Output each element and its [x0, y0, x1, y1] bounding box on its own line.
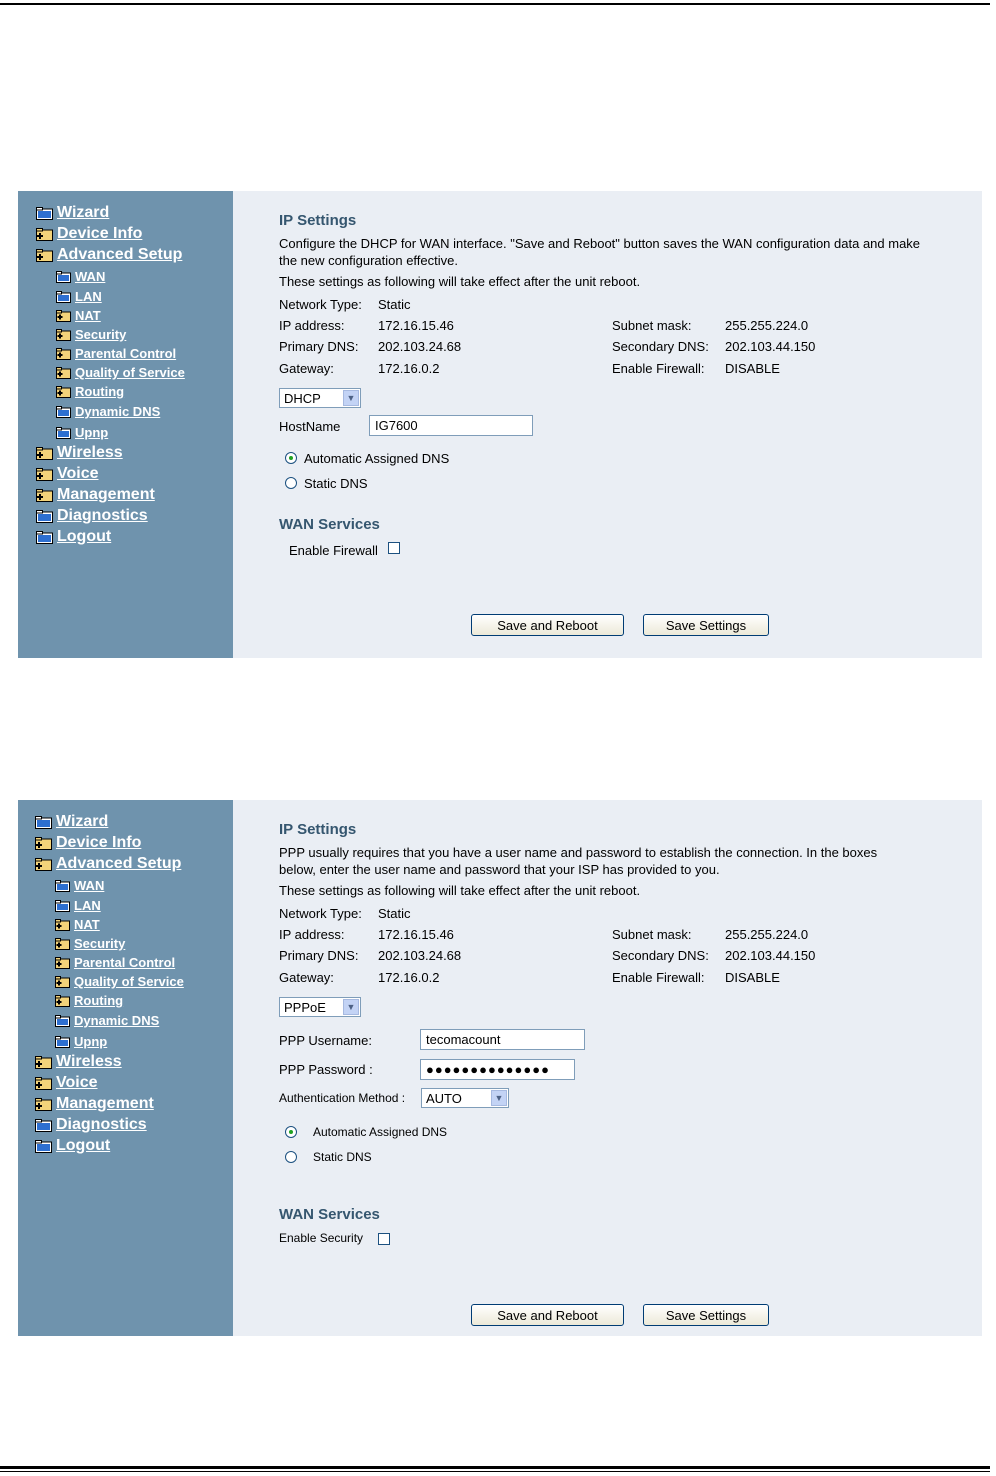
nav-label: Quality of Service: [74, 974, 184, 989]
nav-item-quality-of-service[interactable]: [55, 974, 184, 989]
gateway-label: Gateway:: [279, 361, 334, 376]
folder-icon: [36, 531, 53, 544]
chevron-down-icon[interactable]: ▼: [343, 390, 359, 406]
nav-item-logout[interactable]: [36, 528, 111, 546]
folder-open-icon: [36, 249, 53, 262]
primary-dns-label: Primary DNS:: [279, 339, 359, 354]
nav-label: Parental Control: [74, 955, 176, 970]
folder-open-icon: [56, 310, 71, 322]
nav-label: LAN: [75, 289, 102, 304]
firewall-status-value: DISABLE: [725, 361, 780, 376]
nav-label: Diagnostics: [57, 507, 148, 524]
ppp-password-label: PPP Password :: [279, 1062, 373, 1077]
subnet-mask-value: 255.255.224.0: [725, 318, 809, 333]
nav-item-quality-of-service[interactable]: [56, 365, 185, 380]
wan-mode-select[interactable]: [279, 388, 361, 408]
wan-mode-value: DHCP: [284, 390, 321, 406]
nav-item-parental-control[interactable]: [55, 955, 175, 970]
nav-item-device-info[interactable]: [35, 834, 141, 852]
network-type-label: Network Type:: [279, 297, 362, 312]
nav-item-wireless[interactable]: [36, 444, 123, 462]
nav-label: Security: [74, 936, 126, 951]
nav-label: Advanced Setup: [57, 246, 183, 263]
nav-item-advanced-setup[interactable]: [36, 246, 182, 264]
nav-item-lan[interactable]: [55, 898, 101, 913]
nav-item-security[interactable]: [55, 936, 125, 951]
nav-label: Advanced Setup: [56, 855, 182, 872]
folder-open-icon: [35, 1056, 52, 1069]
nav-item-routing[interactable]: [56, 384, 124, 399]
nav-item-management[interactable]: [36, 486, 155, 504]
hostname-value: IG7600: [375, 418, 418, 433]
ppp-username-label: PPP Username:: [279, 1033, 372, 1048]
nav-label: Logout: [57, 528, 112, 545]
nav-item-nat[interactable]: [56, 308, 101, 323]
nav-label: Quality of Service: [75, 365, 185, 380]
primary-dns-label: Primary DNS:: [279, 948, 359, 963]
nav-item-wan[interactable]: [55, 878, 104, 893]
section-title: IP Settings: [279, 212, 357, 229]
nav-item-security[interactable]: [56, 327, 126, 342]
nav-label: Upnp: [74, 1034, 108, 1049]
radio-automatic-dns[interactable]: [285, 1126, 297, 1138]
nav-item-diagnostics[interactable]: [36, 507, 148, 525]
folder-open-icon: [36, 489, 53, 502]
page-top-rule: [0, 3, 990, 5]
content-panel: [233, 800, 982, 1336]
page-bottom-rule-thin: [0, 1471, 990, 1472]
nav-label: WAN: [75, 269, 106, 284]
radio-automatic-dns[interactable]: [285, 452, 297, 464]
wan-services-title: WAN Services: [279, 516, 380, 533]
nav-item-lan[interactable]: [56, 289, 102, 304]
nav-label: Management: [56, 1095, 154, 1112]
network-type-value: Static: [378, 297, 411, 312]
enable-firewall-checkbox[interactable]: [388, 542, 400, 554]
folder-icon: [55, 1015, 70, 1027]
wan-mode-value: PPPoE: [284, 999, 326, 1015]
save-settings-button[interactable]: Save Settings: [643, 614, 769, 636]
enable-security-checkbox[interactable]: [378, 1233, 390, 1245]
nav-label: NAT: [75, 308, 101, 323]
folder-open-icon: [56, 386, 71, 398]
folder-icon: [36, 510, 53, 523]
nav-label: Logout: [56, 1137, 111, 1154]
ppp-username-value: tecomacount: [426, 1032, 501, 1047]
nav-item-diagnostics[interactable]: [35, 1116, 147, 1134]
nav-item-wizard[interactable]: [36, 204, 109, 222]
folder-open-icon: [55, 938, 70, 950]
nav-label: WAN: [74, 878, 105, 893]
hostname-label: HostName: [279, 419, 341, 434]
description: [279, 235, 979, 269]
folder-icon: [55, 1036, 70, 1048]
folder-open-icon: [36, 447, 53, 460]
subnet-mask-value: 255.255.224.0: [725, 927, 809, 942]
nav-label: Routing: [74, 993, 124, 1008]
ppp-password-value: ●●●●●●●●●●●●●●: [426, 1062, 550, 1077]
auth-method-label: Authentication Method :: [279, 1091, 406, 1105]
secondary-dns-label: Secondary DNS:: [612, 948, 709, 963]
nav-item-advanced-setup[interactable]: [35, 855, 181, 873]
nav-item-voice[interactable]: [35, 1074, 98, 1092]
folder-icon: [55, 880, 70, 892]
radio-static-dns[interactable]: [285, 477, 297, 489]
notice-text: These settings as following will take effect after the unit reboot.: [279, 883, 641, 898]
firewall-status-label: Enable Firewall:: [612, 970, 705, 985]
folder-icon: [55, 900, 70, 912]
nav-label: Upnp: [75, 425, 109, 440]
enable-security-label: Enable Security: [279, 1231, 364, 1245]
nav-label: Wizard: [56, 813, 109, 830]
nav-label: Wizard: [57, 204, 110, 221]
nav-label: Routing: [75, 384, 125, 399]
nav-item-management[interactable]: [35, 1095, 154, 1113]
radio-static-dns-label: Static DNS: [313, 1150, 372, 1164]
sidebar: [18, 800, 233, 1336]
description-line: PPP usually requires that you have a user name and password to establish the connection. In the boxes: [279, 845, 878, 860]
nav-item-voice[interactable]: [36, 465, 99, 483]
ppp-username-input[interactable]: [420, 1029, 585, 1050]
ip-address-label: IP address:: [279, 318, 345, 333]
subnet-mask-label: Subnet mask:: [612, 927, 692, 942]
radio-static-dns-label: Static DNS: [304, 476, 368, 491]
nav-label: NAT: [74, 917, 100, 932]
folder-icon: [36, 207, 53, 220]
folder-open-icon: [35, 837, 52, 850]
gateway-value: 172.16.0.2: [378, 970, 440, 985]
subnet-mask-label: Subnet mask:: [612, 318, 692, 333]
folder-icon: [56, 427, 71, 439]
section-title: IP Settings: [279, 821, 357, 838]
secondary-dns-label: Secondary DNS:: [612, 339, 709, 354]
firewall-status-label: Enable Firewall:: [612, 361, 705, 376]
chevron-down-icon[interactable]: ▼: [343, 999, 359, 1015]
ip-address-value: 172.16.15.46: [378, 927, 454, 942]
nav-item-wizard[interactable]: [35, 813, 108, 831]
chevron-down-icon[interactable]: ▼: [491, 1090, 507, 1106]
wan-services-title: WAN Services: [279, 1206, 380, 1223]
content-panel: [233, 191, 982, 658]
sidebar: [18, 191, 233, 658]
hostname-input[interactable]: [369, 415, 533, 436]
nav-item-parental-control[interactable]: [56, 346, 176, 361]
gateway-label: Gateway:: [279, 970, 334, 985]
notice-text: These settings as following will take effect after the unit reboot.: [279, 274, 641, 289]
folder-open-icon: [56, 367, 71, 379]
folder-icon: [56, 271, 71, 283]
gateway-value: 172.16.0.2: [378, 361, 440, 376]
nav-item-routing[interactable]: [55, 993, 123, 1008]
folder-open-icon: [55, 976, 70, 988]
nav-label: Device Info: [57, 225, 143, 242]
network-type-label: Network Type:: [279, 906, 362, 921]
save-and-reboot-button[interactable]: Save and Reboot: [471, 614, 624, 636]
description-line: Configure the DHCP for WAN interface. "Save and Reboot" button saves the WAN configuration data and make: [279, 236, 921, 251]
nav-label: Voice: [57, 465, 99, 482]
enable-firewall-label: Enable Firewall: [289, 543, 378, 558]
primary-dns-value: 202.103.24.68: [378, 948, 462, 963]
folder-open-icon: [36, 468, 53, 481]
nav-item-wireless[interactable]: [35, 1053, 122, 1071]
folder-open-icon: [35, 1077, 52, 1090]
save-settings-button[interactable]: Save Settings: [643, 1304, 769, 1326]
nav-label: LAN: [74, 898, 101, 913]
radio-automatic-dns-label: Automatic Assigned DNS: [313, 1125, 448, 1139]
secondary-dns-value: 202.103.44.150: [725, 339, 816, 354]
folder-icon: [35, 1140, 52, 1153]
ppp-password-input[interactable]: [420, 1059, 575, 1080]
nav-item-nat[interactable]: [55, 917, 100, 932]
nav-label: Diagnostics: [56, 1116, 147, 1133]
wan-mode-select[interactable]: [279, 997, 361, 1017]
nav-label: Parental Control: [75, 346, 177, 361]
nav-item-upnp[interactable]: [56, 425, 108, 440]
folder-open-icon: [56, 348, 71, 360]
folder-open-icon: [35, 1098, 52, 1111]
nav-label: Management: [57, 486, 155, 503]
folder-open-icon: [55, 957, 70, 969]
description-line: the new configuration effective.: [279, 253, 458, 268]
nav-item-dynamic-dns[interactable]: [55, 1013, 159, 1028]
nav-label: Dynamic DNS: [74, 1013, 160, 1028]
auth-method-value: AUTO: [426, 1090, 462, 1106]
radio-static-dns[interactable]: [285, 1151, 297, 1163]
folder-icon: [56, 291, 71, 303]
folder-open-icon: [55, 995, 70, 1007]
save-and-reboot-button[interactable]: Save and Reboot: [471, 1304, 624, 1326]
nav-item-device-info[interactable]: [36, 225, 142, 243]
ip-address-value: 172.16.15.46: [378, 318, 454, 333]
nav-item-upnp[interactable]: [55, 1034, 107, 1049]
folder-open-icon: [55, 919, 70, 931]
nav-item-wan[interactable]: [56, 269, 105, 284]
secondary-dns-value: 202.103.44.150: [725, 948, 816, 963]
screenshot-dhcp: [18, 191, 982, 658]
nav-label: Security: [75, 327, 127, 342]
nav-label: Device Info: [56, 834, 142, 851]
description: [279, 844, 979, 878]
folder-open-icon: [35, 858, 52, 871]
nav-label: Voice: [56, 1074, 98, 1091]
page-bottom-rule: [0, 1466, 990, 1469]
ip-address-label: IP address:: [279, 927, 345, 942]
folder-open-icon: [36, 228, 53, 241]
network-type-value: Static: [378, 906, 411, 921]
screenshot-pppoe: [18, 800, 982, 1336]
nav-label: Wireless: [56, 1053, 122, 1070]
radio-automatic-dns-label: Automatic Assigned DNS: [304, 451, 450, 466]
folder-open-icon: [56, 329, 71, 341]
description-line: below, enter the user name and password that your ISP has provided to you.: [279, 862, 720, 877]
folder-icon: [56, 406, 71, 418]
firewall-status-value: DISABLE: [725, 970, 780, 985]
nav-label: Wireless: [57, 444, 123, 461]
folder-icon: [35, 816, 52, 829]
auth-method-select[interactable]: [421, 1088, 509, 1108]
primary-dns-value: 202.103.24.68: [378, 339, 462, 354]
folder-icon: [35, 1119, 52, 1132]
nav-item-logout[interactable]: [35, 1137, 110, 1155]
nav-item-dynamic-dns[interactable]: [56, 404, 160, 419]
nav-label: Dynamic DNS: [75, 404, 161, 419]
